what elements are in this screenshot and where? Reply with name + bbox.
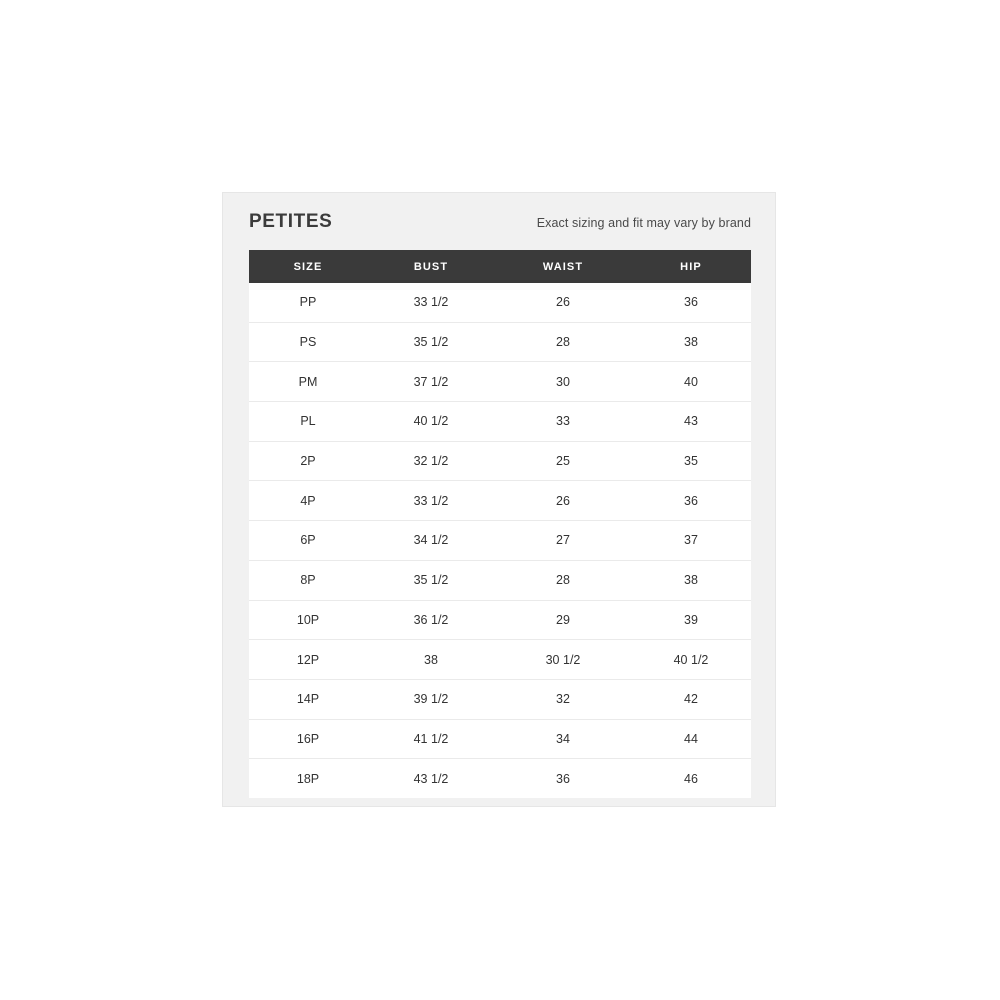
cell-hip: 46: [631, 759, 751, 798]
cell-bust: 34 1/2: [367, 521, 495, 561]
column-header-bust: BUST: [367, 250, 495, 283]
cell-size: PP: [249, 283, 367, 322]
cell-bust: 33 1/2: [367, 283, 495, 322]
cell-waist: 29: [495, 600, 631, 640]
card-header: [249, 211, 751, 251]
cell-bust: 41 1/2: [367, 719, 495, 759]
table-row: [249, 521, 751, 561]
size-table-container: [249, 250, 751, 798]
table-row: [249, 560, 751, 600]
table-row: [249, 679, 751, 719]
cell-hip: 40: [631, 362, 751, 402]
table-row: [249, 600, 751, 640]
cell-hip: 38: [631, 322, 751, 362]
cell-size: 18P: [249, 759, 367, 798]
table-row: [249, 362, 751, 402]
cell-size: 12P: [249, 640, 367, 680]
cell-bust: 32 1/2: [367, 441, 495, 481]
size-chart-card: [222, 192, 776, 807]
cell-waist: 34: [495, 719, 631, 759]
cell-waist: 25: [495, 441, 631, 481]
cell-waist: 27: [495, 521, 631, 561]
table-row: [249, 719, 751, 759]
cell-size: 8P: [249, 560, 367, 600]
size-table: [249, 250, 751, 798]
cell-hip: 35: [631, 441, 751, 481]
table-header-row: [249, 250, 751, 283]
cell-waist: 30 1/2: [495, 640, 631, 680]
cell-size: 4P: [249, 481, 367, 521]
cell-bust: 40 1/2: [367, 402, 495, 442]
table-body: [249, 283, 751, 798]
cell-waist: 30: [495, 362, 631, 402]
cell-hip: 38: [631, 560, 751, 600]
table-header: [249, 250, 751, 283]
cell-bust: 35 1/2: [367, 560, 495, 600]
cell-hip: 37: [631, 521, 751, 561]
cell-hip: 43: [631, 402, 751, 442]
cell-waist: 26: [495, 283, 631, 322]
table-row: [249, 481, 751, 521]
cell-size: 6P: [249, 521, 367, 561]
cell-size: PM: [249, 362, 367, 402]
cell-bust: 33 1/2: [367, 481, 495, 521]
page-title: PETITES: [249, 211, 333, 232]
cell-waist: 28: [495, 322, 631, 362]
cell-bust: 35 1/2: [367, 322, 495, 362]
cell-waist: 26: [495, 481, 631, 521]
table-row: [249, 322, 751, 362]
cell-hip: 42: [631, 679, 751, 719]
cell-hip: 36: [631, 283, 751, 322]
cell-bust: 38: [367, 640, 495, 680]
table-row: [249, 402, 751, 442]
cell-size: PS: [249, 322, 367, 362]
cell-bust: 39 1/2: [367, 679, 495, 719]
cell-bust: 37 1/2: [367, 362, 495, 402]
cell-size: PL: [249, 402, 367, 442]
table-row: [249, 759, 751, 798]
cell-hip: 44: [631, 719, 751, 759]
table-row: [249, 283, 751, 322]
cell-waist: 33: [495, 402, 631, 442]
cell-waist: 28: [495, 560, 631, 600]
column-header-waist: WAIST: [495, 250, 631, 283]
sizing-disclaimer: Exact sizing and fit may vary by brand: [536, 216, 751, 230]
column-header-hip: HIP: [631, 250, 751, 283]
cell-size: 2P: [249, 441, 367, 481]
cell-bust: 43 1/2: [367, 759, 495, 798]
cell-size: 16P: [249, 719, 367, 759]
cell-size: 10P: [249, 600, 367, 640]
cell-hip: 40 1/2: [631, 640, 751, 680]
cell-bust: 36 1/2: [367, 600, 495, 640]
cell-waist: 36: [495, 759, 631, 798]
cell-size: 14P: [249, 679, 367, 719]
cell-hip: 39: [631, 600, 751, 640]
cell-hip: 36: [631, 481, 751, 521]
table-row: [249, 441, 751, 481]
column-header-size: SIZE: [249, 250, 367, 283]
cell-waist: 32: [495, 679, 631, 719]
table-row: [249, 640, 751, 680]
